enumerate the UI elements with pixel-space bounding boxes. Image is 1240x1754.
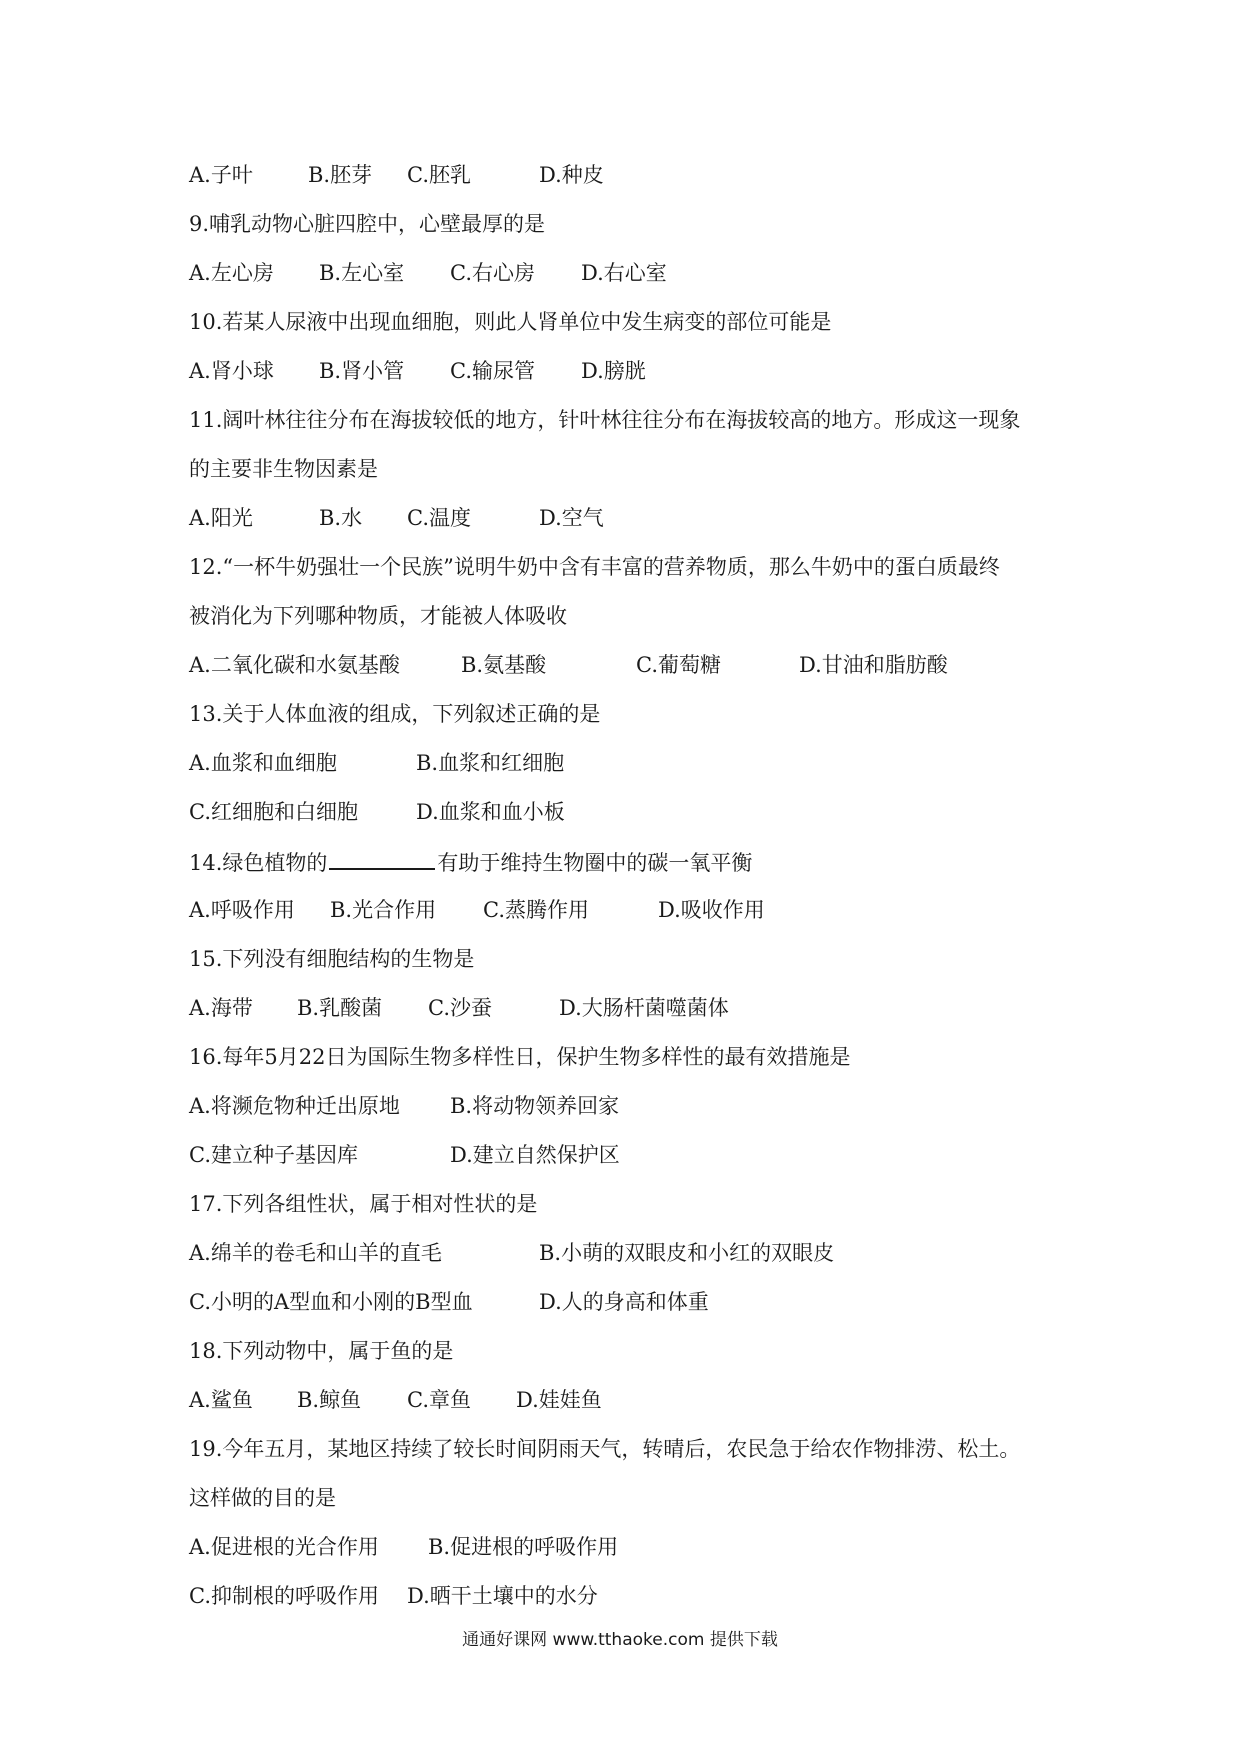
q13-option-c: C.红细胞和白细胞 [189,800,358,824]
q14-option-a: A.呼吸作用 [189,898,295,922]
q13-option-a: A.血浆和血细胞 [189,751,337,775]
q12-stem-line2: 被消化为下列哪种物质，才能被人体吸收 [189,604,567,628]
q13-option-b: B.血浆和红细胞 [416,751,565,775]
q10-option-d: D.膀胱 [581,359,646,383]
q16-option-c: C.建立种子基因库 [189,1143,358,1167]
q10-option-a: A.肾小球 [189,359,274,383]
q15-option-b: B.乳酸菌 [297,996,383,1020]
page-footer: 通通好课网 www.tthaoke.com 提供下载 [462,1630,778,1650]
q14-option-d: D.吸收作用 [658,898,765,922]
q11-option-b: B.水 [319,506,363,530]
q17-option-a: A.绵羊的卷毛和山羊的直毛 [189,1241,442,1265]
q14-stem-before: 14.绿色植物的 [189,851,328,875]
q12-option-a: A.二氧化碳和水氨基酸 [189,653,400,677]
q14-answer-blank[interactable] [329,848,435,870]
q11-option-c: C.温度 [407,506,471,530]
q18-stem: 18.下列动物中，属于鱼的是 [189,1339,454,1363]
q9-option-a: A.左心房 [189,261,274,285]
q11-stem-line1: 11.阔叶林往往分布在海拔较低的地方，针叶林往往分布在海拔较高的地方。形成这一现象 [189,408,1021,432]
q13-option-d: D.血浆和血小板 [416,800,565,824]
q15-stem: 15.下列没有细胞结构的生物是 [189,947,475,971]
q10-stem: 10.若某人尿液中出现血细胞，则此人肾单位中发生病变的部位可能是 [189,310,832,334]
q15-option-c: C.沙蚕 [428,996,492,1020]
q15-option-a: A.海带 [189,996,253,1020]
q18-option-d: D.娃娃鱼 [516,1388,602,1412]
q9-option-d: D.右心室 [581,261,667,285]
q19-option-b: B.促进根的呼吸作用 [428,1535,619,1559]
q17-option-c: C.小明的A型血和小刚的B型血 [189,1290,473,1314]
q19-stem-line2: 这样做的目的是 [189,1486,336,1510]
q8-option-b: B.胚芽 [308,163,373,187]
q11-stem-line2: 的主要非生物因素是 [189,457,378,481]
q17-option-d: D.人的身高和体重 [539,1290,709,1314]
q18-option-a: A.鲨鱼 [189,1388,253,1412]
q12-option-d: D.甘油和脂肪酸 [799,653,948,677]
q17-option-b: B.小萌的双眼皮和小红的双眼皮 [539,1241,835,1265]
q16-option-a: A.将濒危物种迁出原地 [189,1094,400,1118]
q8-option-a: A.子叶 [189,163,253,187]
q13-stem: 13.关于人体血液的组成，下列叙述正确的是 [189,702,601,726]
q12-stem-line1: 12.“一杯牛奶强壮一个民族”说明牛奶中含有丰富的营养物质，那么牛奶中的蛋白质最终 [189,555,1000,579]
q19-option-c: C.抑制根的呼吸作用 [189,1584,379,1608]
q15-option-d: D.大肠杆菌噬菌体 [559,996,729,1020]
q14-stem [189,848,752,876]
q11-option-d: D.空气 [539,506,604,530]
q14-option-b: B.光合作用 [330,898,437,922]
q19-option-a: A.促进根的光合作用 [189,1535,379,1559]
q9-stem: 9.哺乳动物心脏四腔中，心壁最厚的是 [189,212,546,236]
q14-stem-after: 有助于维持生物圈中的碳一氧平衡 [437,851,753,875]
q11-option-a: A.阳光 [189,506,253,530]
q16-option-b: B.将动物领养回家 [450,1094,620,1118]
q14-option-c: C.蒸腾作用 [483,898,589,922]
q19-stem-line1: 19.今年五月，某地区持续了较长时间阴雨天气，转晴后，农民急于给农作物排涝、松土。 [189,1437,1021,1461]
q10-option-b: B.肾小管 [319,359,405,383]
q8-option-d: D.种皮 [539,163,604,187]
q12-option-b: B.氨基酸 [461,653,547,677]
q16-option-d: D.建立自然保护区 [450,1143,620,1167]
q8-option-c: C.胚乳 [407,163,471,187]
q18-option-c: C.章鱼 [407,1388,471,1412]
q9-option-b: B.左心室 [319,261,405,285]
q9-option-c: C.右心房 [450,261,535,285]
q12-option-c: C.葡萄糖 [636,653,721,677]
q16-stem: 16.每年5月22日为国际生物多样性日，保护生物多样性的最有效措施是 [189,1045,851,1069]
q19-option-d: D.晒干土壤中的水分 [407,1584,598,1608]
q17-stem: 17.下列各组性状，属于相对性状的是 [189,1192,538,1216]
q18-option-b: B.鲸鱼 [297,1388,362,1412]
q10-option-c: C.输尿管 [450,359,535,383]
